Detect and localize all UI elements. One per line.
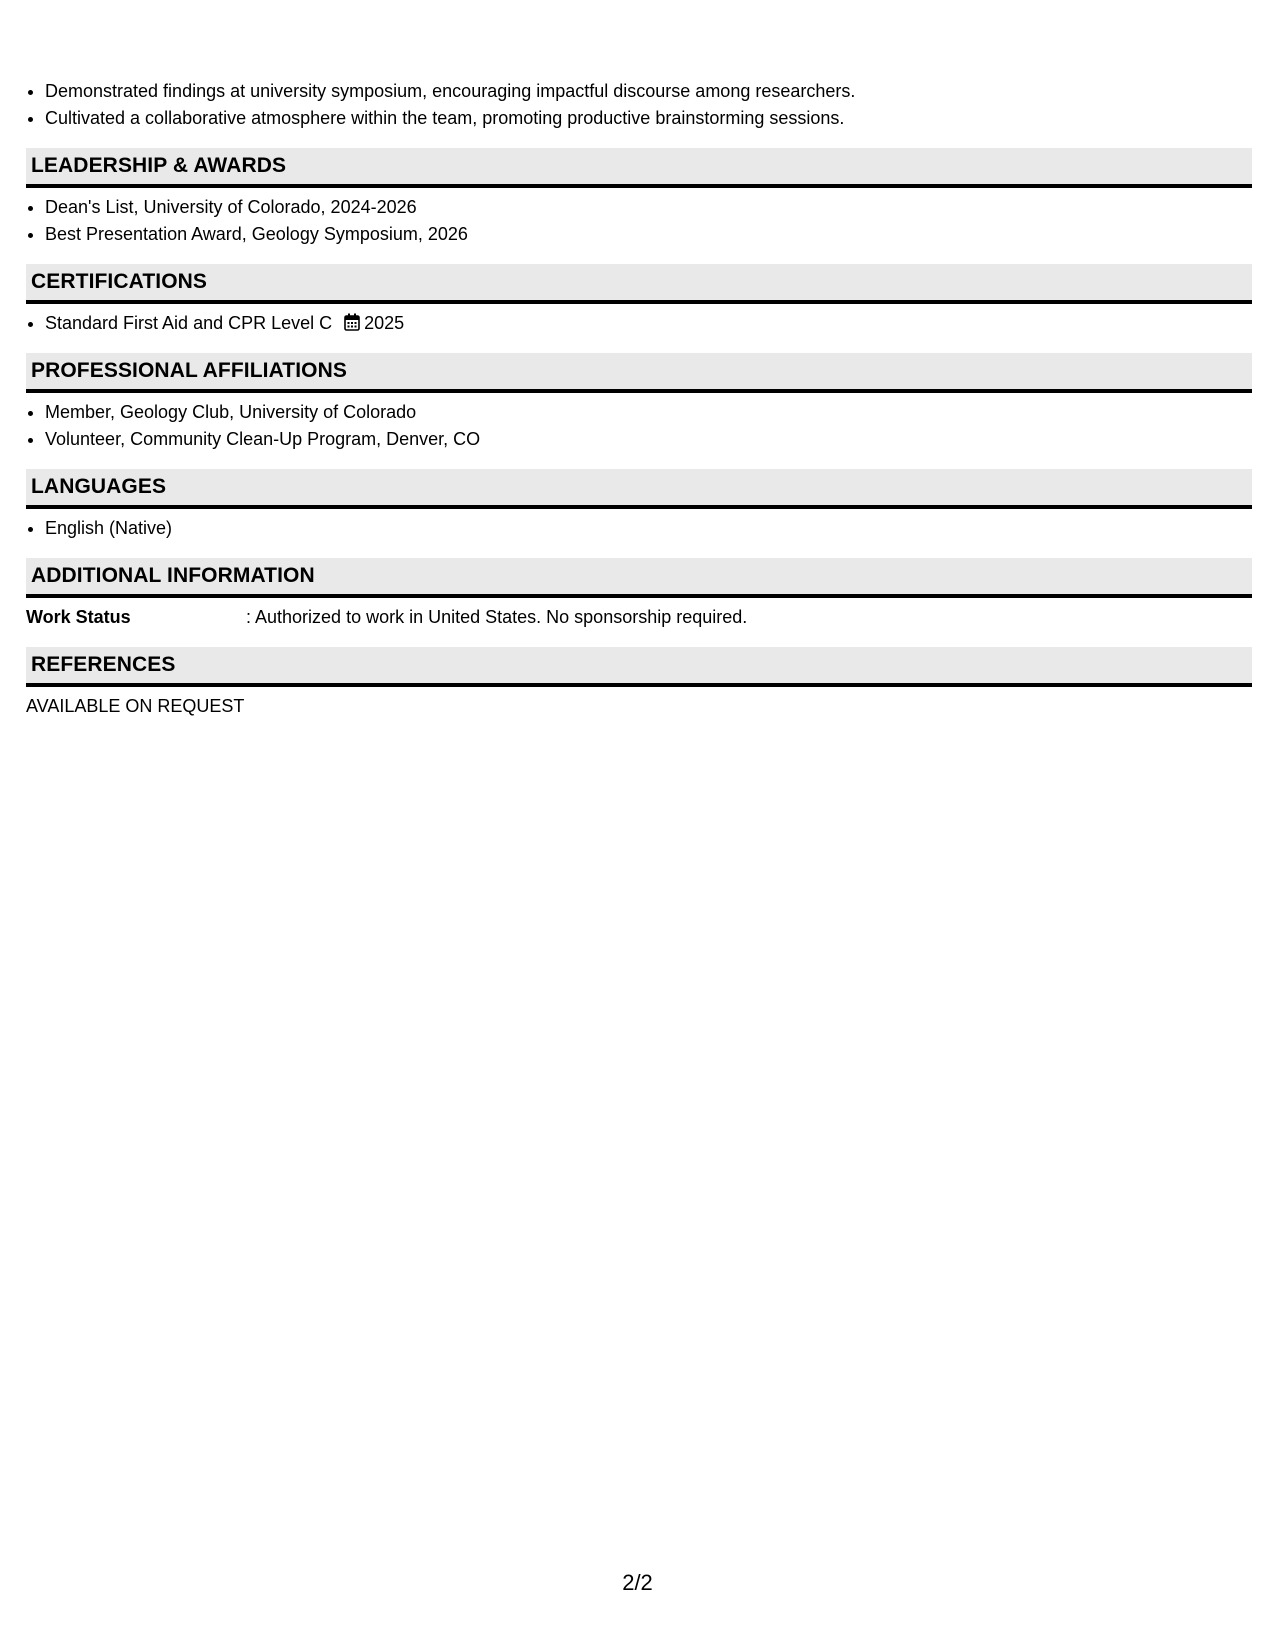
section-header xyxy=(26,558,1252,598)
affiliations-list xyxy=(26,399,1252,453)
list-item: • Best Presentation Award, Geology Symposium, 2026 xyxy=(45,221,1252,248)
list-item: • Volunteer, Community Clean-Up Program, Denver, CO xyxy=(45,426,1252,453)
leadership-list xyxy=(26,194,1252,248)
references-section xyxy=(26,647,1252,720)
calendar-icon xyxy=(344,312,360,339)
section-header xyxy=(26,264,1252,304)
affiliations-section xyxy=(26,353,1252,453)
section-title: CERTIFICATIONS xyxy=(31,270,208,293)
list-item: • English (Native) xyxy=(45,515,1252,542)
section-title: ADDITIONAL INFORMATION xyxy=(31,564,315,587)
section-title: LANGUAGES xyxy=(31,475,167,498)
languages-list xyxy=(26,515,1252,542)
section-header xyxy=(26,148,1252,188)
additional-info-section xyxy=(26,558,1252,631)
list-item: • Dean's List, University of Colorado, 2024-2026 xyxy=(45,194,1252,221)
certification-name: Standard First Aid and CPR Level C xyxy=(45,313,333,333)
work-status-value: : Authorized to work in United States. No sponsorship required. xyxy=(246,607,748,627)
list-item xyxy=(45,310,1252,337)
leadership-section xyxy=(26,148,1252,248)
references-text: AVAILABLE ON REQUEST xyxy=(26,696,245,716)
section-header xyxy=(26,353,1252,393)
list-item: • Member, Geology Club, University of Colorado xyxy=(45,399,1252,426)
work-status-label: Work Status xyxy=(26,607,131,627)
section-header xyxy=(26,647,1252,687)
section-title: PROFESSIONAL AFFILIATIONS xyxy=(31,359,347,382)
intro-bullet-list xyxy=(26,78,1252,132)
resume-page xyxy=(26,78,1252,720)
section-header xyxy=(26,469,1252,509)
languages-section xyxy=(26,469,1252,542)
section-title: LEADERSHIP & AWARDS xyxy=(31,154,287,177)
page-number: 2/2 xyxy=(622,1570,653,1595)
certification-year: 2025 xyxy=(364,313,405,333)
work-status-row xyxy=(26,604,1252,631)
certifications-list xyxy=(26,310,1252,337)
section-title: REFERENCES xyxy=(31,653,176,676)
list-item: • Cultivated a collaborative atmosphere within the team, promoting productive brainstorming sessions. xyxy=(45,105,1252,132)
list-item: • Demonstrated findings at university symposium, encouraging impactful discourse among researchers. xyxy=(45,78,1252,105)
certifications-section xyxy=(26,264,1252,337)
